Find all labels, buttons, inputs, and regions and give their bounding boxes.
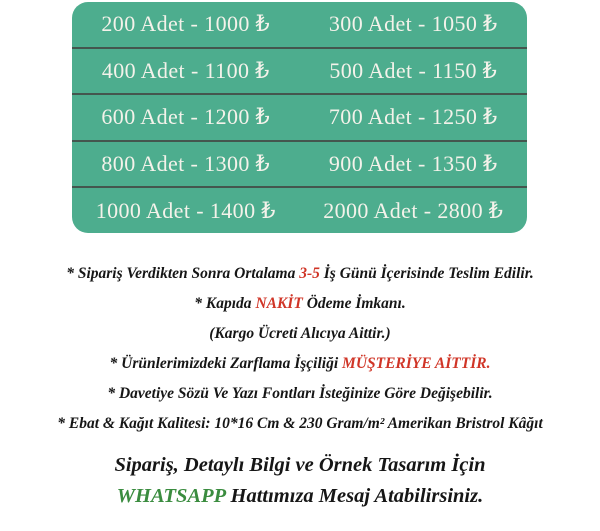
note-payment: [0, 289, 600, 319]
note-highlight-red: MÜŞTERİYE AİTTİR.: [342, 355, 491, 372]
price-cell: 400 Adet - 1100 ₺: [101, 57, 270, 83]
price-cell: 900 Adet - 1350 ₺: [328, 151, 498, 177]
note-text: * Sipariş Verdikten Sonra Ortalama: [66, 265, 300, 282]
notes-section: [0, 259, 600, 439]
note-highlight-red: NAKİT: [255, 295, 303, 312]
price-cell: 700 Adet - 1250 ₺: [328, 104, 498, 130]
table-row: [72, 140, 527, 187]
footer-line1: Sipariş, Detaylı Bilgi ve Örnek Tasarım İçin: [114, 454, 486, 476]
table-row: [72, 47, 527, 94]
note-text: İş Günü İçerisinde Teslim Edilir.: [319, 265, 534, 282]
footer-line2: [0, 481, 600, 512]
note-text: * Ürünlerimizdeki Zarflama İşçiliği: [109, 355, 343, 372]
price-cell: 600 Adet - 1200 ₺: [101, 104, 271, 130]
note-text: Ödeme İmkanı.: [302, 295, 406, 312]
price-cell: 2000 Adet - 2800 ₺: [323, 197, 504, 223]
footer-section: [0, 450, 600, 512]
note-delivery: [0, 259, 600, 289]
price-cell: 300 Adet - 1050 ₺: [328, 11, 498, 37]
price-table: [72, 2, 527, 233]
price-cell: 1000 Adet - 1400 ₺: [95, 197, 276, 223]
note-highlight-red: 3-5: [299, 265, 320, 282]
price-cell: 800 Adet - 1300 ₺: [101, 151, 271, 177]
note-quality: * Ebat & Kağıt Kalitesi: 10*16 Cm & 230 Gram/m² Amerikan Bristrol Kâğıt: [57, 415, 543, 432]
table-row: [72, 2, 527, 47]
price-cell: 200 Adet - 1000 ₺: [101, 11, 271, 37]
whatsapp-highlight: WHATSAPP: [116, 485, 226, 507]
note-envelope: [0, 349, 600, 379]
table-row: [72, 93, 527, 140]
footer-text: Hattımıza Mesaj Atabilirsiniz.: [225, 485, 484, 507]
note-shipping: (Kargo Ücreti Alıcıya Aittir.): [209, 325, 391, 342]
price-cell: 500 Adet - 1150 ₺: [329, 57, 498, 83]
table-row: [72, 186, 527, 233]
note-fonts: * Davetiye Sözü Ve Yazı Fontları İsteğinize Göre Değişebilir.: [107, 385, 493, 402]
note-text: * Kapıda: [194, 295, 256, 312]
